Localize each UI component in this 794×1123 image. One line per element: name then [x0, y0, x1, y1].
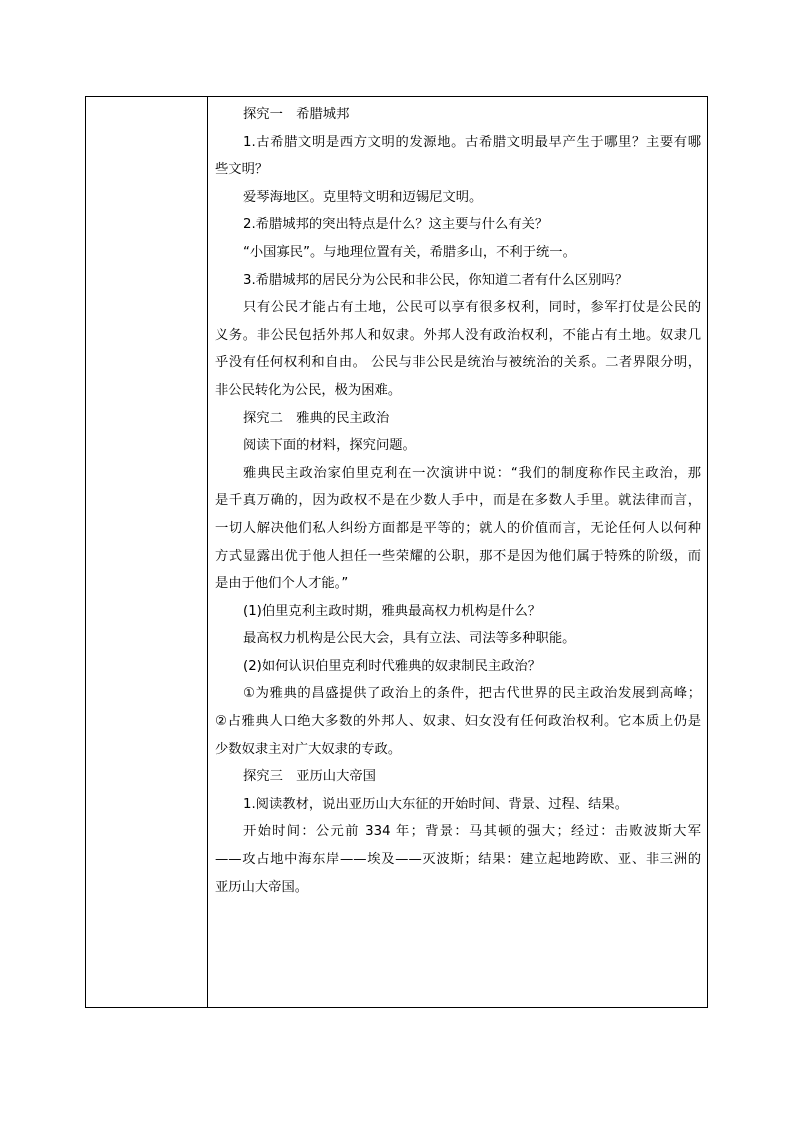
text-line: (2)如何认识伯里克利时代雅典的奴隶制民主政治？	[243, 658, 542, 674]
text-line: 阅读下面的材料，探究问题。	[243, 438, 416, 454]
text-line: 最高权力机构是公民大会，具有立法、司法等多种职能。	[243, 631, 576, 647]
text-line: 方式显露出优于他人担任一些荣耀的公职，那不是因为他们属于特殊的阶级，而	[215, 548, 701, 564]
text-line: 非公民转化为公民，极为困难。	[215, 382, 402, 398]
text-line: 亚历山大帝国。	[215, 879, 309, 895]
column-divider	[207, 97, 208, 1007]
text-line: 1.古希腊文明是西方文明的发源地。古希腊文明最早产生于哪里？主要有哪	[243, 134, 701, 150]
text-line: 义务。非公民包括外邦人和奴隶。外邦人没有政治权利，不能占有土地。奴隶几	[215, 327, 701, 343]
content-cell	[215, 101, 701, 901]
text-line: 只有公民才能占有土地，公民可以享有很多权利，同时，参军打仗是公民的	[243, 300, 701, 316]
text-line: 探究三 亚历山大帝国	[243, 769, 376, 785]
text-line: 2.希腊城邦的突出特点是什么？这主要与什么有关？	[243, 217, 549, 233]
text-line: 1.阅读教材，说出亚历山大东征的开始时间、背景、过程、结果。	[243, 796, 628, 812]
text-line: 3.希腊城邦的居民分为公民和非公民，你知道二者有什么区别吗？	[243, 272, 628, 288]
text-line: “小国寡民”。与地理位置有关，希腊多山，不利于统一。	[243, 244, 576, 260]
text-line: 探究一 希腊城邦	[243, 107, 350, 122]
text-line: (1)伯里克利主政时期，雅典最高权力机构是什么？	[243, 603, 542, 619]
text-line: 些文明？	[215, 162, 269, 178]
text-line: 是千真万确的，因为政权不是在少数人手中，而是在多数人手里。就法律而言，	[215, 493, 701, 509]
text-line: ②占雅典人口绝大多数的外邦人、奴隶、妇女没有任何政治权利。它本质上仍是	[215, 714, 701, 730]
text-line: ——攻占地中海东岸——埃及——灭波斯；结果：建立起地跨欧、亚、非三洲的	[215, 852, 701, 868]
text-line: 是由于他们个人才能。”	[215, 576, 349, 592]
text-line: 开始时间：公元前 334 年；背景：马其顿的强大；经过：击败波斯大军	[243, 824, 701, 840]
text-line: ①为雅典的昌盛提供了政治上的条件，把古代世界的民主政治发展到高峰；	[243, 686, 701, 702]
text-line: 一切人解决他们私人纠纷方面都是平等的；就人的价值而言，无论任何人以何种	[215, 520, 701, 536]
text-line: 探究二 雅典的民主政治	[243, 410, 390, 426]
text-line: 少数奴隶主对广大奴隶的专政。	[215, 741, 402, 757]
text-line: 爱琴海地区。克里特文明和迈锡尼文明。	[243, 189, 483, 205]
text-line: 乎没有任何权利和自由。 公民与非公民是统治与被统治的关系。二者界限分明，	[215, 355, 701, 371]
left-label-cell	[86, 97, 207, 1007]
lesson-table	[85, 96, 708, 1008]
text-line: 雅典民主政治家伯里克利在一次演讲中说：“我们的制度称作民主政治，那	[243, 465, 701, 481]
